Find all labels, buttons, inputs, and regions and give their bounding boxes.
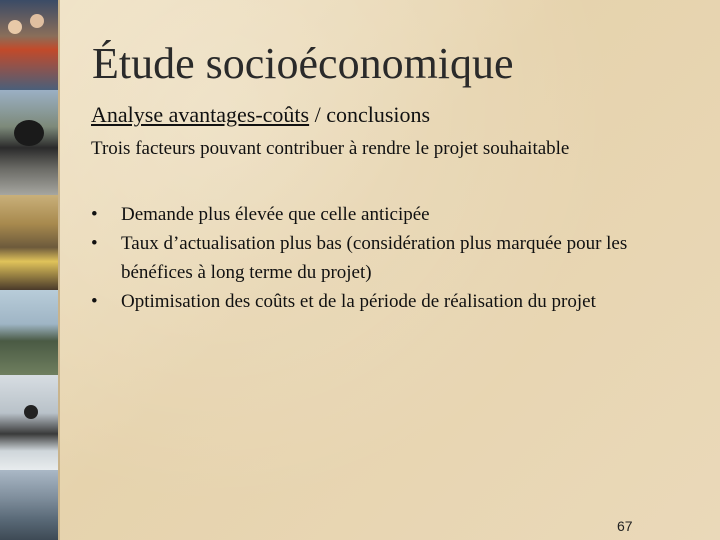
- bullet-marker: •: [91, 204, 98, 225]
- slide-intro: Trois facteurs pouvant contribuer à rendre le projet souhaitable: [91, 138, 570, 159]
- bullet-marker: •: [91, 233, 98, 254]
- subheading-underlined: Analyse avantages-coûts: [91, 102, 310, 127]
- page-number: 67: [617, 518, 633, 534]
- photo-snowmobile-image: [0, 375, 58, 470]
- worker-head-shape: [8, 20, 22, 34]
- rider-head-shape: [24, 405, 38, 419]
- photo-tunnel-image: [0, 90, 58, 195]
- tunnel-opening-shape: [14, 120, 44, 146]
- photo-water-image: [0, 470, 58, 540]
- subheading-rest: / conclusions: [309, 102, 431, 127]
- photo-airplane-image: [0, 290, 58, 375]
- bullet-marker: •: [91, 291, 98, 312]
- list-item: [91, 200, 691, 229]
- photo-strip: [0, 0, 60, 540]
- bullet-text: Demande plus élevée que celle anticipée: [121, 204, 430, 225]
- bullet-text: Optimisation des coûts et de la période de réalisation du projet: [121, 291, 596, 312]
- list-item: [91, 229, 691, 287]
- bullet-text: Taux d’actualisation plus bas (considération plus marquée pour les bénéfices à long terme du projet): [121, 233, 628, 283]
- list-item: [91, 287, 691, 316]
- slide-subheading: [91, 102, 430, 128]
- slide-title: Étude socioéconomique: [92, 39, 514, 88]
- worker-head-shape: [30, 14, 44, 28]
- photo-workers-image: [0, 0, 58, 90]
- bullet-list: [91, 200, 691, 316]
- photo-construction-image: [0, 195, 58, 290]
